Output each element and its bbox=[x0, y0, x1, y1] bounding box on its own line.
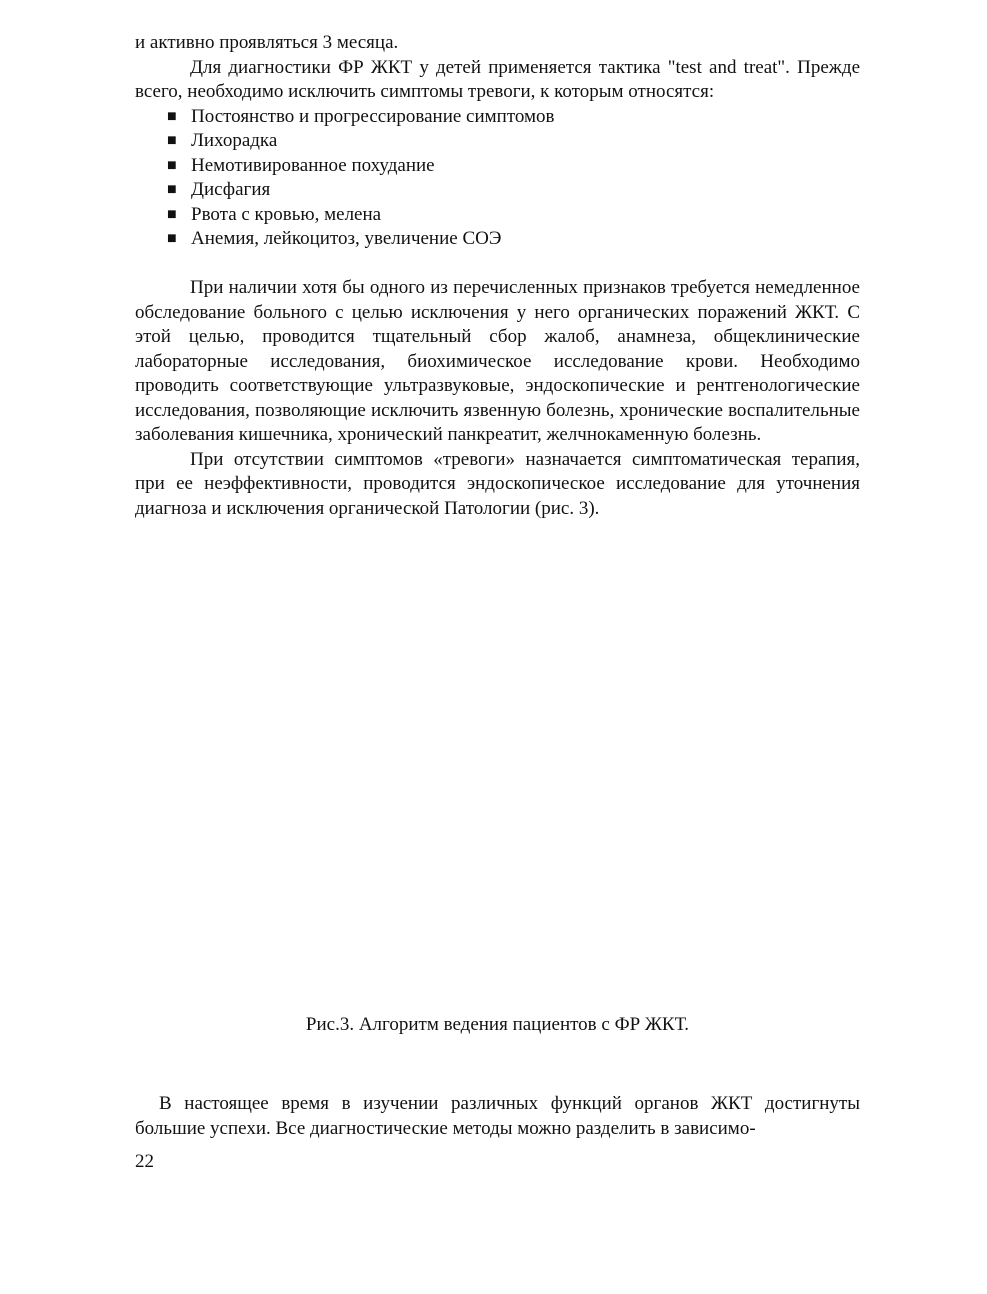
figure-area bbox=[135, 521, 860, 1013]
paragraph-therapy: При отсутствии симптомов «тревоги» назначается симптоматическая терапия, при ее неэффективности, проводится эндоскопическое исследование для уточнения диагноза и исключения органической Патологии (рис. 3). bbox=[135, 448, 860, 519]
list-item: ■ Постоянство и прогрессирование симптомов bbox=[167, 105, 860, 130]
page-body bbox=[135, 31, 860, 1038]
paragraph-examination: При наличии хотя бы одного из перечисленных признаков требуется немедленное обследование больного с целью исключения у него органических поражений ЖКТ. С этой целью, проводится тщательный сбор жалоб, анамнеза, общеклинические лабораторные исследования, биохимическое исследование крови. Необходимо проводить соответствующие ультразвуковые, эндоскопические и рентгенологические исследования, позволяющие исключить язвенную болезнь, хронические воспалительные заболевания кишечника, хронический панкреатит, желчнокаменную болезнь. bbox=[135, 277, 860, 445]
figure-caption: Рис.3. Алгоритм ведения пациентов с ФР ЖКТ. bbox=[305, 1014, 690, 1035]
list-item: ■ Дисфагия bbox=[167, 178, 860, 203]
list-item: ■ Немотивированное похудание bbox=[167, 154, 860, 179]
list-item: ■ Лихорадка bbox=[167, 129, 860, 154]
alarm-symptoms-list bbox=[135, 105, 860, 252]
list-item: ■ Рвота с кровью, мелена bbox=[167, 203, 860, 228]
paragraph-diagnostics-intro: Для диагностики ФР ЖКТ у детей применяется тактика "test and treat". Прежде всего, необходимо исключить симптомы тревоги, к которым относятся: bbox=[135, 56, 860, 102]
paragraph-continuation: и активно проявляться 3 месяца. bbox=[135, 32, 399, 53]
page-number: 22 bbox=[135, 1151, 154, 1172]
next-section bbox=[135, 1092, 860, 1141]
paragraph-methods: В настоящее время в изучении различных функций органов ЖКТ достигнуты большие успехи. Все диагностические методы можно разделить в зависимо- bbox=[135, 1093, 860, 1139]
list-item: ■ Анемия, лейкоцитоз, увеличение СОЭ bbox=[167, 227, 860, 252]
